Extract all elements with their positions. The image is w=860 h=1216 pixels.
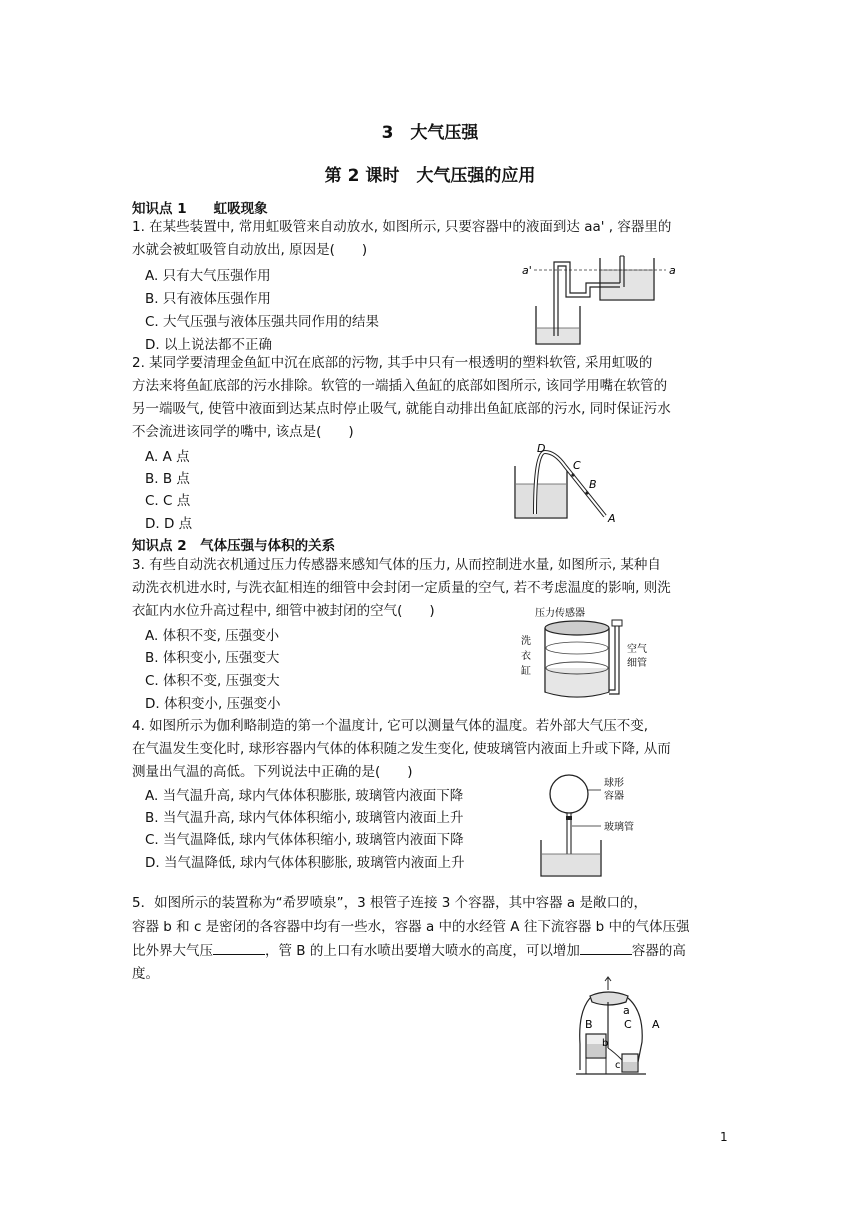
galileo-thermometer-figure [505, 770, 645, 882]
q5-stem-line-2: 容器 b 和 c 是密闭的各容器中均有一些水，容器 a 中的水经管 A 往下流容器 b 中的气体压强 [132, 919, 690, 935]
q2-option-b: B. B 点 [145, 471, 190, 487]
q4-option-b: B. 当气温升高, 球内气体体积缩小, 玻璃管内液面上升 [145, 810, 464, 826]
q4-option-d: D. 当气温降低, 球内气体体积膨胀, 玻璃管内液面上升 [145, 855, 465, 871]
q3-stem-line-2: 动洗衣机进水时, 与洗衣缸相连的细管中会封闭一定质量的空气, 若不考虑温度的影响, 则洗 [132, 580, 671, 596]
q5-blank-1[interactable] [213, 940, 265, 955]
q5-line3-part3: 容器的高 [631, 943, 686, 959]
fish-tank-figure [505, 440, 635, 530]
label-pressure-sensor: 压力传感器 [535, 608, 585, 619]
label-thin-tube: 细管 [627, 658, 647, 669]
label-a-prime: a' [522, 264, 532, 277]
washing-machine-figure [515, 604, 665, 704]
hero-fountain-figure [572, 972, 672, 1082]
label-tube-b: B [585, 1018, 593, 1031]
q2-stem-line-3: 另一端吸气, 使管中液面到达某点时停止吸气, 就能自动排出鱼缸底部的污水, 同时保证污水 [132, 401, 671, 417]
q2-stem-line-4: 不会流进该同学的嘴中, 该点是( ) [132, 424, 354, 440]
q3-option-c: C. 体积不变, 压强变大 [145, 673, 280, 689]
chapter-title: 3 大气压强 [381, 123, 479, 143]
q5-blank-2[interactable] [580, 940, 632, 955]
section-1-heading: 知识点 1 虹吸现象 [132, 201, 268, 217]
q1-option-c: C. 大气压强与液体压强共同作用的结果 [145, 314, 380, 330]
q5-line3-part1: 比外界大气压 [132, 943, 213, 959]
q3-option-d: D. 体积变小, 压强变小 [145, 696, 281, 712]
q5-stem-line-3 [132, 940, 732, 963]
q1-stem-line-2: 水就会被虹吸管自动放出, 原因是( ) [132, 242, 368, 258]
q2-stem-line-1: 2. 某同学要清理金鱼缸中沉在底部的污物, 其手中只有一根透明的塑料软管, 采用虹吸的 [132, 355, 653, 371]
q4-option-a: A. 当气温升高, 球内气体体积膨胀, 玻璃管内液面下降 [145, 788, 464, 804]
label-sphere-2: 容器 [604, 791, 624, 802]
q5-stem-line-1: 5．如图所示的装置称为“希罗喷泉”，3 根管子连接 3 个容器，其中容器 a 是敞口的， [132, 895, 647, 911]
q1-option-d: D. 以上说法都不正确 [145, 337, 272, 353]
label-b: B [589, 478, 597, 491]
label-sphere-1: 球形 [604, 778, 624, 789]
q3-stem-line-3: 衣缸内水位升高过程中, 细管中被封闭的空气( ) [132, 603, 435, 619]
label-a-point: A [608, 512, 616, 525]
lesson-title: 第 2 课时 大气压强的应用 [324, 166, 536, 186]
q3-stem-line-1: 3. 有些自动洗衣机通过压力传感器来感知气体的压力, 从而控制进水量, 如图所示, 某种自 [132, 557, 661, 573]
label-air: 空气 [627, 644, 647, 655]
q4-option-c: C. 当气温降低, 球内气体体积缩小, 玻璃管内液面下降 [145, 832, 464, 848]
q5-stem-line-4: 度。 [132, 966, 159, 982]
label-d: D [537, 442, 546, 455]
page-number: 1 [720, 1130, 728, 1144]
label-wash-1: 洗 [521, 636, 531, 647]
q1-option-b: B. 只有液体压强作用 [145, 291, 271, 307]
q2-stem-line-2: 方法来将鱼缸底部的污水排除。软管的一端插入鱼缸的底部如图所示, 该同学用嘴在软管的 [132, 378, 668, 394]
label-fountain-a: a [623, 1004, 630, 1017]
label-wash-2: 衣 [521, 651, 531, 662]
label-wash-3: 缸 [521, 666, 531, 677]
q4-stem-line-1: 4. 如图所示为伽利略制造的第一个温度计, 它可以测量气体的温度。若外部大气压不变, [132, 718, 649, 734]
q4-stem-line-3: 测量出气温的高低。下列说法中正确的是( ) [132, 764, 413, 780]
label-a: a [669, 264, 676, 277]
q3-option-b: B. 体积变小, 压强变大 [145, 650, 280, 666]
q1-stem-line-1: 1. 在某些装置中, 常用虹吸管来自动放水, 如图所示, 只要容器中的液面到达 aa' , 容器里的 [132, 219, 672, 235]
q2-option-c: C. C 点 [145, 493, 191, 509]
q2-option-a: A. A 点 [145, 449, 190, 465]
label-container-c: c [615, 1060, 621, 1071]
label-tube-c: C [624, 1018, 632, 1031]
q2-option-d: D. D 点 [145, 516, 193, 532]
q3-option-a: A. 体积不变, 压强变小 [145, 628, 280, 644]
q4-stem-line-2: 在气温发生变化时, 球形容器内气体的体积随之发生变化, 使玻璃管内液面上升或下降, 从而 [132, 741, 671, 757]
q1-option-a: A. 只有大气压强作用 [145, 268, 271, 284]
label-glass-tube: 玻璃管 [604, 822, 634, 833]
section-2-heading: 知识点 2 气体压强与体积的关系 [132, 538, 336, 554]
siphon-figure [518, 248, 678, 348]
label-c: C [573, 459, 581, 472]
q5-line3-part2: ，管 B 的上口有水喷出要增大喷水的高度，可以增加 [265, 943, 580, 959]
label-container-b: b [602, 1038, 609, 1049]
label-tube-a: A [652, 1018, 660, 1031]
